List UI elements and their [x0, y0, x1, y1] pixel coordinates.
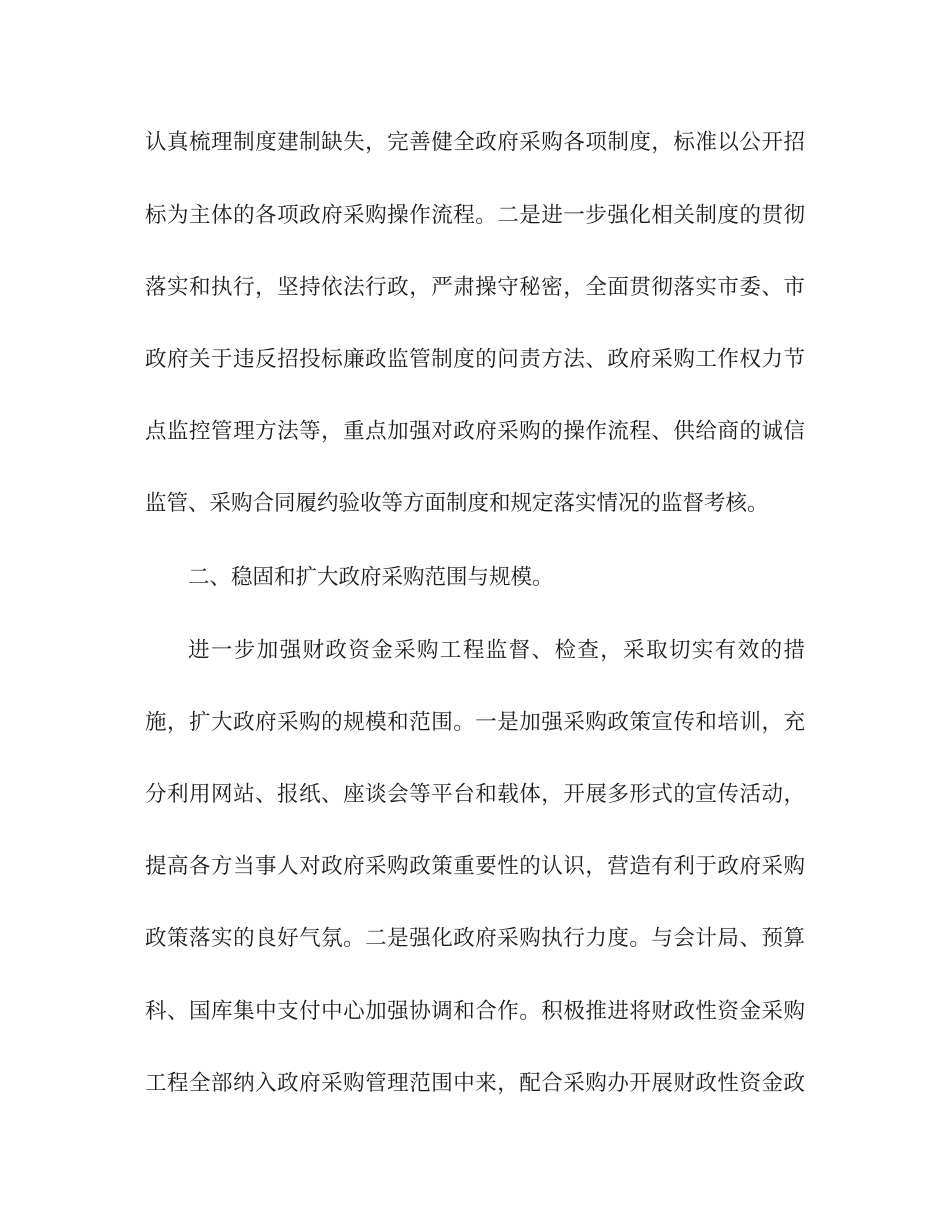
section-heading: 二、稳固和扩大政府采购范围与规模。	[188, 565, 554, 590]
paragraph-line: 提高各方当事人对政府采购政策重要性的认识，营造有利于政府采购	[145, 854, 805, 879]
paragraph-line: 进一步加强财政资金采购工程监督、检查，采取切实有效的措	[188, 638, 805, 663]
paragraph-line: 施，扩大政府采购的规模和范围。一是加强采购政策宣传和培训，充	[145, 710, 805, 735]
paragraph-line: 政府关于违反招投标廉政监管制度的问责方法、政府采购工作权力节	[145, 347, 805, 372]
paragraph-line: 政策落实的良好气氛。二是强化政府采购执行力度。与会计局、预算	[145, 926, 805, 951]
paragraph-line: 落实和执行，坚持依法行政，严肃操守秘密，全面贯彻落实市委、市	[145, 275, 805, 300]
paragraph-line: 监管、采购合同履约验收等方面制度和规定落实情况的监督考核。	[145, 491, 769, 516]
paragraph-line: 工程全部纳入政府采购管理范围中来，配合采购办开展财政性资金政	[145, 1071, 805, 1096]
paragraph-line: 点监控管理方法等，重点加强对政府采购的操作流程、供给商的诚信	[145, 419, 805, 444]
paragraph-line: 认真梳理制度建制缺失，完善健全政府采购各项制度，标准以公开招	[145, 130, 805, 155]
paragraph-line: 分利用网站、报纸、座谈会等平台和载体，开展多形式的宣传活动，	[145, 782, 805, 807]
paragraph-line: 标为主体的各项政府采购操作流程。二是进一步强化相关制度的贯彻	[145, 203, 805, 228]
paragraph-line: 科、国库集中支付中心加强协调和合作。积极推进将财政性资金采购	[145, 999, 805, 1024]
